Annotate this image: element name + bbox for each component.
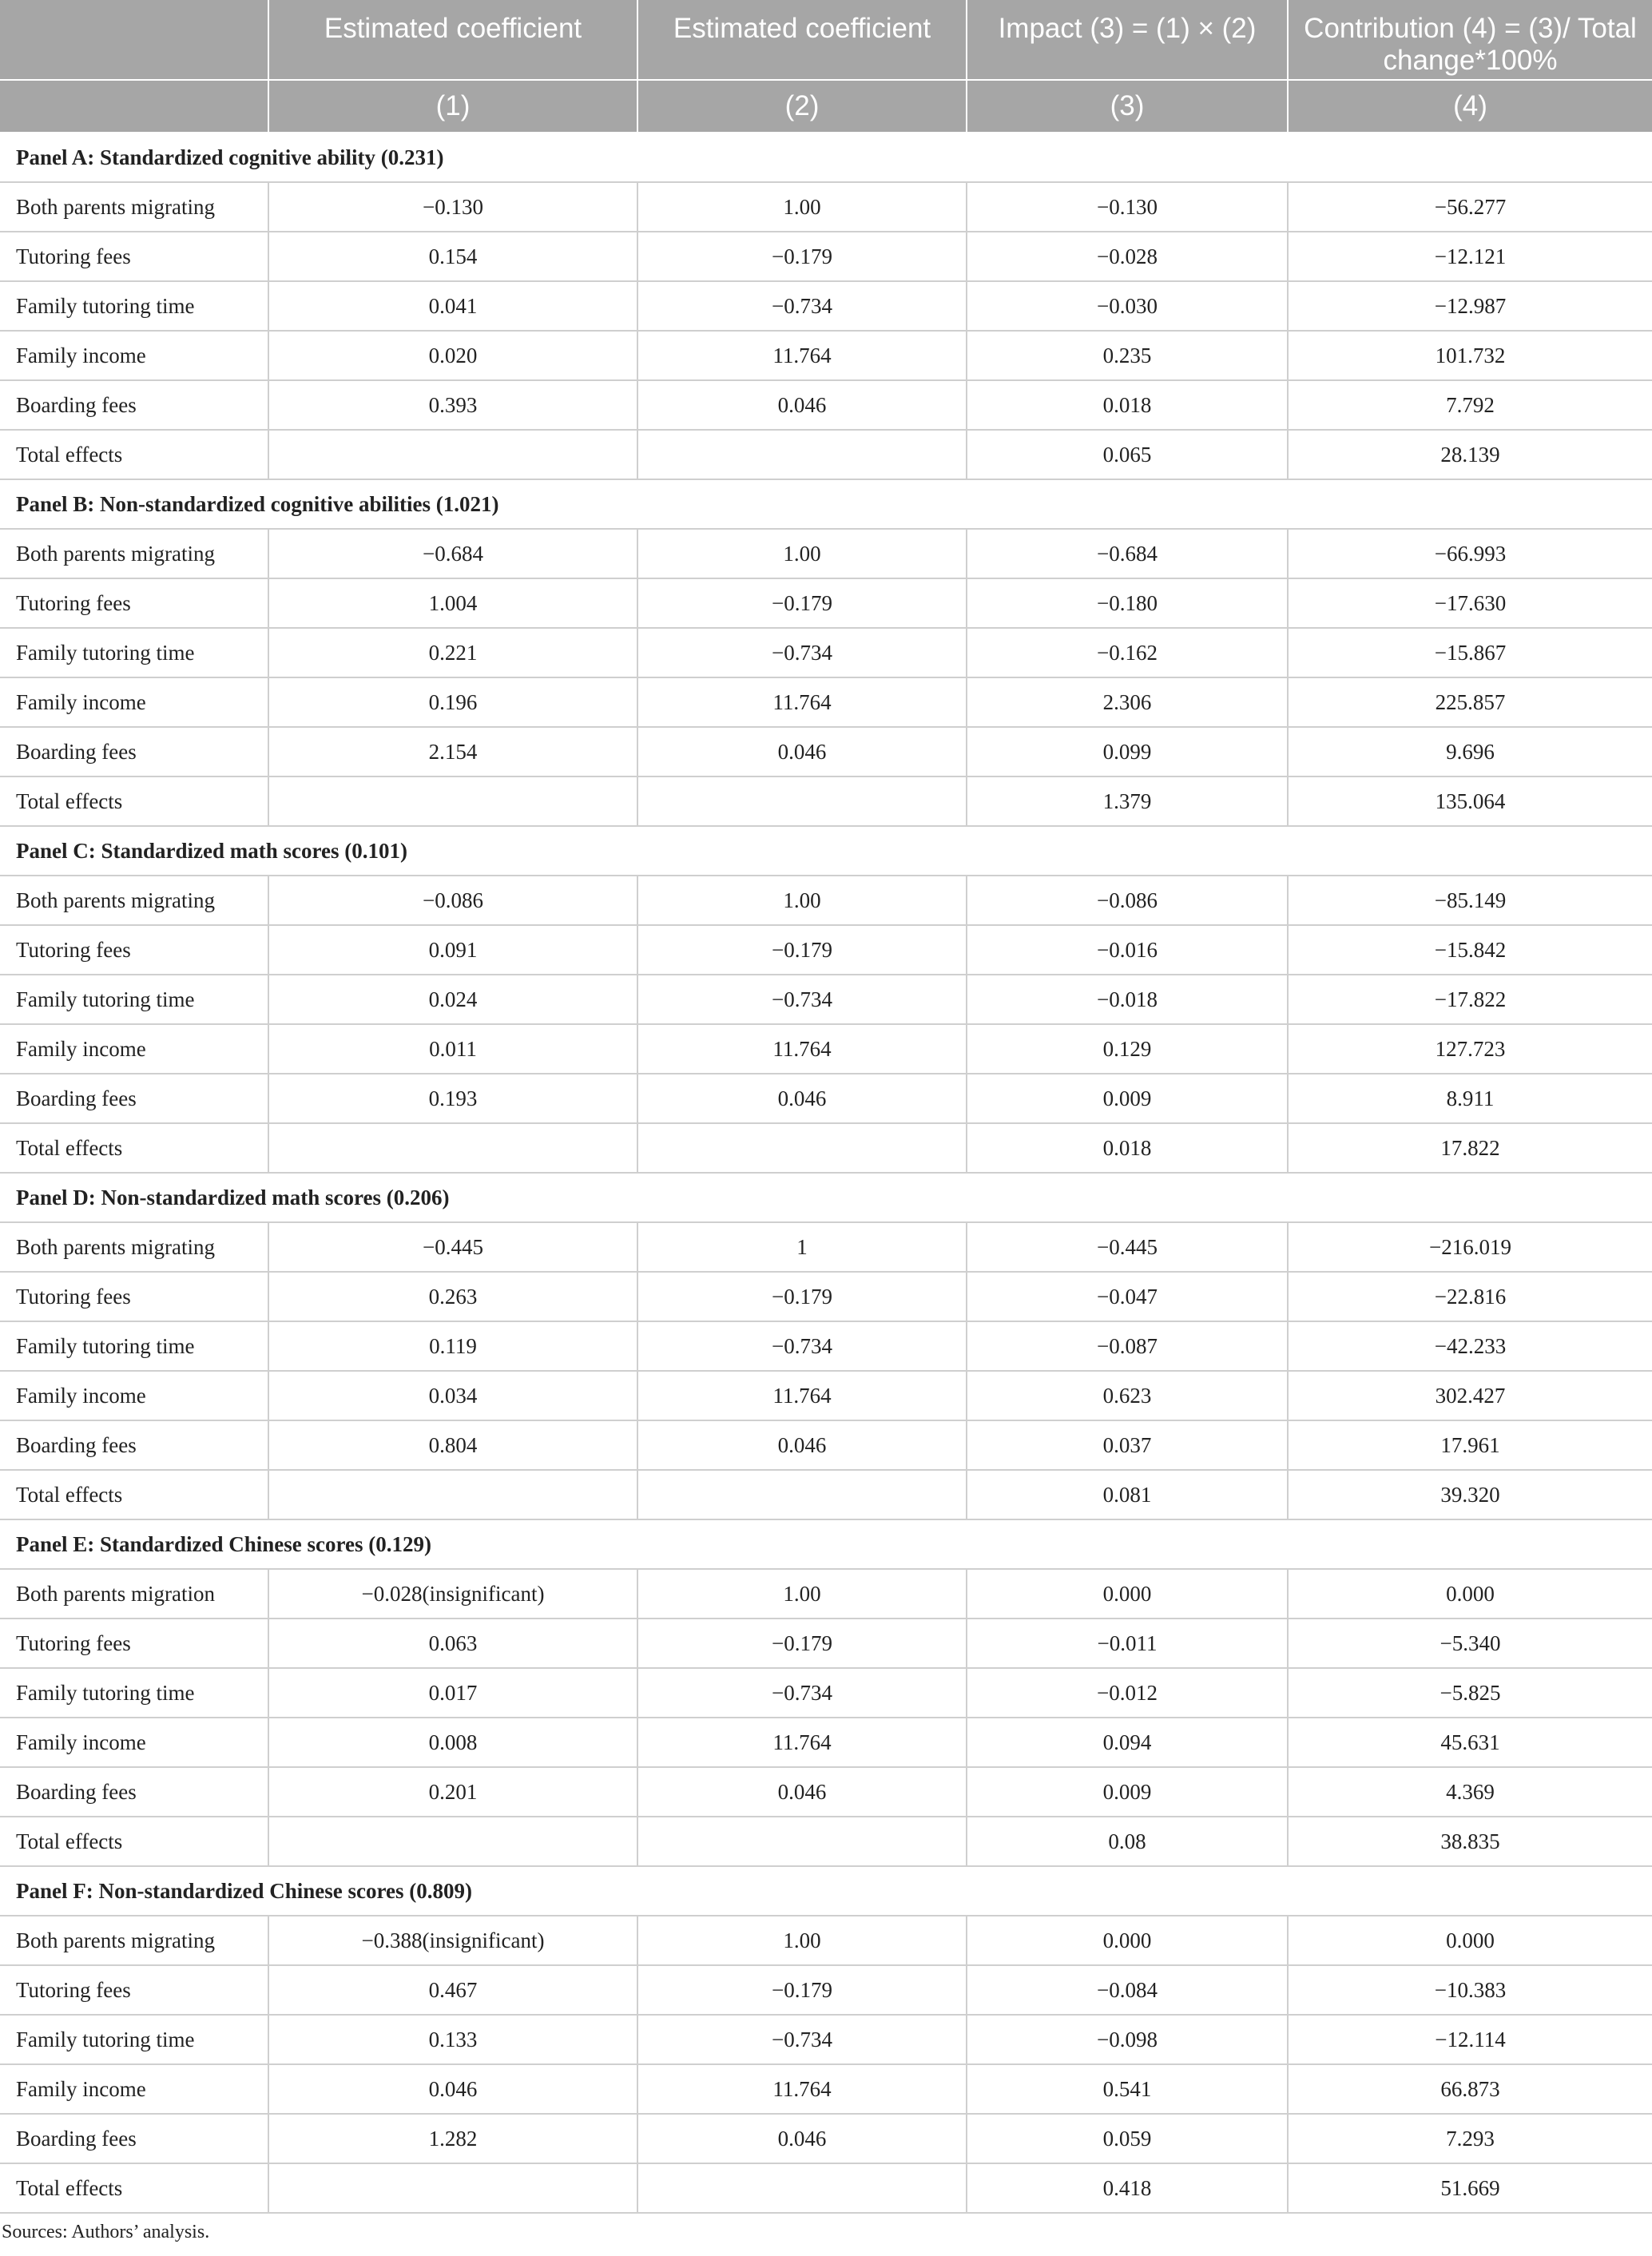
table-cell: 0.467 — [268, 1965, 637, 2015]
table-cell: −12.987 — [1288, 281, 1652, 331]
row-label: Boarding fees — [0, 727, 268, 776]
table-cell: −0.028(insignificant) — [268, 1569, 637, 1619]
table-cell — [637, 1123, 967, 1173]
table-cell: −5.825 — [1288, 1668, 1652, 1718]
table-cell: 0.08 — [967, 1817, 1288, 1866]
table-cell: −0.047 — [967, 1272, 1288, 1321]
table-cell: 0.046 — [637, 380, 967, 430]
table-cell — [268, 430, 637, 479]
table-cell: 0.000 — [1288, 1569, 1652, 1619]
table-cell: 0.046 — [637, 2114, 967, 2163]
table-row — [0, 281, 1652, 331]
table-cell: 0.034 — [268, 1371, 637, 1420]
table-cell: −17.822 — [1288, 975, 1652, 1024]
table-row — [0, 1718, 1652, 1767]
table-cell: 0.081 — [967, 1470, 1288, 1519]
table-cell: 17.822 — [1288, 1123, 1652, 1173]
row-label: Family tutoring time — [0, 628, 268, 677]
panel-title: Panel F: Non-standardized Chinese scores (0.809) — [0, 1866, 1652, 1916]
table-row — [0, 1024, 1652, 1074]
table-row — [0, 1371, 1652, 1420]
table-cell: 0.018 — [967, 1123, 1288, 1173]
table-cell: 2.306 — [967, 677, 1288, 727]
table-cell: 0.011 — [268, 1024, 637, 1074]
table-row — [0, 1420, 1652, 1470]
table-cell: 0.133 — [268, 2015, 637, 2064]
table-cell: 1.00 — [637, 876, 967, 925]
table-cell: 1.00 — [637, 1569, 967, 1619]
table-row — [0, 578, 1652, 628]
table-cell: 0.046 — [637, 1767, 967, 1817]
table-cell: −0.180 — [967, 578, 1288, 628]
table-cell: −66.993 — [1288, 529, 1652, 578]
table-row — [0, 331, 1652, 380]
table-row — [0, 1321, 1652, 1371]
table-row — [0, 1817, 1652, 1866]
row-label: Boarding fees — [0, 1420, 268, 1470]
row-label: Both parents migrating — [0, 529, 268, 578]
panel-header-row — [0, 1173, 1652, 1222]
row-label: Family tutoring time — [0, 1321, 268, 1371]
table-cell: −0.734 — [637, 1321, 967, 1371]
table-row — [0, 430, 1652, 479]
row-label: Total effects — [0, 1817, 268, 1866]
row-label: Family tutoring time — [0, 281, 268, 331]
table-cell: 45.631 — [1288, 1718, 1652, 1767]
table-cell: 0.024 — [268, 975, 637, 1024]
table-row — [0, 1569, 1652, 1619]
panel-header-row — [0, 1866, 1652, 1916]
table-cell — [637, 430, 967, 479]
table-cell: −12.114 — [1288, 2015, 1652, 2064]
table-row — [0, 876, 1652, 925]
table-cell: −42.233 — [1288, 1321, 1652, 1371]
header-cell-coef-1: Estimated coefficient — [268, 0, 637, 80]
table-cell: −0.445 — [268, 1222, 637, 1272]
table-cell: 225.857 — [1288, 677, 1652, 727]
table-cell: −10.383 — [1288, 1965, 1652, 2015]
table-cell: 101.732 — [1288, 331, 1652, 380]
table-cell: −0.162 — [967, 628, 1288, 677]
table-cell: 39.320 — [1288, 1470, 1652, 1519]
table-cell: −0.011 — [967, 1619, 1288, 1668]
table-cell: 1.282 — [268, 2114, 637, 2163]
table-cell: 0.046 — [637, 1074, 967, 1123]
table-cell: −0.130 — [967, 182, 1288, 232]
table-cell: −0.179 — [637, 1965, 967, 2015]
table-row — [0, 2015, 1652, 2064]
table-cell: −85.149 — [1288, 876, 1652, 925]
table-cell: 0.263 — [268, 1272, 637, 1321]
table-cell: 0.017 — [268, 1668, 637, 1718]
row-label: Family tutoring time — [0, 975, 268, 1024]
table-cell: 0.046 — [268, 2064, 637, 2114]
table-cell: 0.041 — [268, 281, 637, 331]
table-cell: 0.020 — [268, 331, 637, 380]
table-cell: 0.235 — [967, 331, 1288, 380]
table-cell: 11.764 — [637, 677, 967, 727]
header-cell-coef-2: Estimated coefficient — [637, 0, 967, 80]
table-cell: 302.427 — [1288, 1371, 1652, 1420]
table-cell: 0.000 — [967, 1916, 1288, 1965]
table-cell: −0.445 — [967, 1222, 1288, 1272]
table-cell: 0.000 — [967, 1569, 1288, 1619]
table-cell: 0.804 — [268, 1420, 637, 1470]
table-cell: 0.037 — [967, 1420, 1288, 1470]
table-cell: −0.084 — [967, 1965, 1288, 2015]
table-cell: −5.340 — [1288, 1619, 1652, 1668]
table-cell: −0.179 — [637, 578, 967, 628]
table-cell: 1.00 — [637, 182, 967, 232]
table-cell: 2.154 — [268, 727, 637, 776]
table-cell: 0.196 — [268, 677, 637, 727]
table-cell: 0.059 — [967, 2114, 1288, 2163]
table-cell: 0.623 — [967, 1371, 1288, 1420]
table-cell: 0.000 — [1288, 1916, 1652, 1965]
table-cell: 1.00 — [637, 529, 967, 578]
table-cell — [637, 1817, 967, 1866]
table-cell: 0.099 — [967, 727, 1288, 776]
row-label: Tutoring fees — [0, 232, 268, 281]
table-cell: 0.393 — [268, 380, 637, 430]
table-cell: 0.418 — [967, 2163, 1288, 2213]
table-cell: 11.764 — [637, 1371, 967, 1420]
table-cell: −15.842 — [1288, 925, 1652, 975]
table-row — [0, 2163, 1652, 2213]
table-row — [0, 1965, 1652, 2015]
table-cell: −56.277 — [1288, 182, 1652, 232]
table-row — [0, 1668, 1652, 1718]
table-cell: 0.119 — [268, 1321, 637, 1371]
row-label: Family income — [0, 331, 268, 380]
table-cell — [268, 1470, 637, 1519]
row-label: Family income — [0, 677, 268, 727]
table-row — [0, 975, 1652, 1024]
table-cell: 11.764 — [637, 1718, 967, 1767]
table-cell: 0.091 — [268, 925, 637, 975]
table-cell: 11.764 — [637, 1024, 967, 1074]
table-row — [0, 1123, 1652, 1173]
table-cell: −0.012 — [967, 1668, 1288, 1718]
table-cell: 0.009 — [967, 1767, 1288, 1817]
row-label: Family income — [0, 2064, 268, 2114]
table-cell: 0.046 — [637, 727, 967, 776]
header-cell-col-1: (1) — [268, 80, 637, 133]
table-cell: 8.911 — [1288, 1074, 1652, 1123]
table-cell: 11.764 — [637, 331, 967, 380]
table-cell: −0.684 — [967, 529, 1288, 578]
table-cell: −0.179 — [637, 232, 967, 281]
table-row — [0, 1470, 1652, 1519]
row-label: Both parents migrating — [0, 182, 268, 232]
row-label: Family income — [0, 1024, 268, 1074]
row-label: Boarding fees — [0, 1767, 268, 1817]
header-cell-col-4: (4) — [1288, 80, 1652, 133]
table-cell: −0.734 — [637, 2015, 967, 2064]
row-label: Tutoring fees — [0, 1272, 268, 1321]
table-row — [0, 925, 1652, 975]
table-cell: 0.065 — [967, 430, 1288, 479]
panel-header-row — [0, 1519, 1652, 1569]
table-row — [0, 1222, 1652, 1272]
table-cell: 0.008 — [268, 1718, 637, 1767]
table-cell: −15.867 — [1288, 628, 1652, 677]
table-cell: −0.086 — [967, 876, 1288, 925]
panel-title: Panel B: Non-standardized cognitive abilities (1.021) — [0, 479, 1652, 529]
table-cell: 7.792 — [1288, 380, 1652, 430]
row-label: Family tutoring time — [0, 2015, 268, 2064]
table-row — [0, 727, 1652, 776]
table-cell: 0.063 — [268, 1619, 637, 1668]
table-body — [0, 133, 1652, 2213]
table-cell — [637, 1470, 967, 1519]
table-cell: 4.369 — [1288, 1767, 1652, 1817]
table-cell: −0.087 — [967, 1321, 1288, 1371]
table-cell: −0.734 — [637, 281, 967, 331]
row-label: Total effects — [0, 1470, 268, 1519]
table-row — [0, 232, 1652, 281]
table-cell: −0.734 — [637, 975, 967, 1024]
table-cell: 0.018 — [967, 380, 1288, 430]
header-cell-blank — [0, 0, 268, 80]
panel-title: Panel A: Standardized cognitive ability (0.231) — [0, 133, 1652, 182]
row-label: Total effects — [0, 430, 268, 479]
table-cell: 11.764 — [637, 2064, 967, 2114]
table-cell: 1 — [637, 1222, 967, 1272]
table-cell: 0.046 — [637, 1420, 967, 1470]
table-header — [0, 0, 1652, 133]
table-row — [0, 628, 1652, 677]
table-cell: −0.684 — [268, 529, 637, 578]
table-cell: −0.028 — [967, 232, 1288, 281]
table-row — [0, 1074, 1652, 1123]
panel-header-row — [0, 826, 1652, 876]
table-cell: 0.221 — [268, 628, 637, 677]
table-cell: −17.630 — [1288, 578, 1652, 628]
table-cell: −12.121 — [1288, 232, 1652, 281]
table-row — [0, 1619, 1652, 1668]
row-label: Both parents migrating — [0, 876, 268, 925]
row-label: Tutoring fees — [0, 925, 268, 975]
table-cell: 1.379 — [967, 776, 1288, 826]
sources-note: Sources: Authors’ analysis. — [2, 2222, 210, 2242]
table-cell: −0.086 — [268, 876, 637, 925]
table-cell: 17.961 — [1288, 1420, 1652, 1470]
table-cell: 9.696 — [1288, 727, 1652, 776]
row-label: Tutoring fees — [0, 578, 268, 628]
table-cell: −0.030 — [967, 281, 1288, 331]
table-cell: 135.064 — [1288, 776, 1652, 826]
table-cell: 0.154 — [268, 232, 637, 281]
table-cell: −0.179 — [637, 1272, 967, 1321]
header-cell-col-2: (2) — [637, 80, 967, 133]
panel-header-row — [0, 133, 1652, 182]
row-label: Family income — [0, 1718, 268, 1767]
header-cell-blank — [0, 80, 268, 133]
table-cell: −0.388(insignificant) — [268, 1916, 637, 1965]
table-cell: −22.816 — [1288, 1272, 1652, 1321]
table-row — [0, 380, 1652, 430]
table-row — [0, 2114, 1652, 2163]
row-label: Tutoring fees — [0, 1965, 268, 2015]
row-label: Boarding fees — [0, 380, 268, 430]
row-label: Boarding fees — [0, 1074, 268, 1123]
table-cell: −0.130 — [268, 182, 637, 232]
table-cell — [637, 776, 967, 826]
header-cell-impact: Impact (3) = (1) × (2) — [967, 0, 1288, 80]
row-label: Total effects — [0, 1123, 268, 1173]
table-cell: 0.009 — [967, 1074, 1288, 1123]
header-cell-contribution: Contribution (4) = (3)/ Total change*100% — [1288, 0, 1652, 80]
panel-title: Panel E: Standardized Chinese scores (0.129) — [0, 1519, 1652, 1569]
table-row — [0, 2064, 1652, 2114]
row-label: Both parents migration — [0, 1569, 268, 1619]
panel-title: Panel C: Standardized math scores (0.101) — [0, 826, 1652, 876]
table-cell — [268, 776, 637, 826]
table-cell: 0.094 — [967, 1718, 1288, 1767]
row-label: Family tutoring time — [0, 1668, 268, 1718]
table-cell: −216.019 — [1288, 1222, 1652, 1272]
header-row-titles — [0, 0, 1652, 80]
table-cell: −0.179 — [637, 925, 967, 975]
table-cell: −0.734 — [637, 1668, 967, 1718]
row-label: Both parents migrating — [0, 1916, 268, 1965]
table-cell — [268, 1123, 637, 1173]
table-cell: 1.004 — [268, 578, 637, 628]
table-cell: 1.00 — [637, 1916, 967, 1965]
table-cell — [268, 2163, 637, 2213]
header-row-numbers — [0, 80, 1652, 133]
table-row — [0, 182, 1652, 232]
header-cell-col-3: (3) — [967, 80, 1288, 133]
table-cell: −0.018 — [967, 975, 1288, 1024]
table-cell — [268, 1817, 637, 1866]
table-cell: 51.669 — [1288, 2163, 1652, 2213]
row-label: Total effects — [0, 776, 268, 826]
table-row — [0, 1916, 1652, 1965]
row-label: Both parents migrating — [0, 1222, 268, 1272]
table-row — [0, 1767, 1652, 1817]
table-cell: 0.541 — [967, 2064, 1288, 2114]
table-cell: 7.293 — [1288, 2114, 1652, 2163]
table-cell: −0.016 — [967, 925, 1288, 975]
table-cell: −0.734 — [637, 628, 967, 677]
row-label: Family income — [0, 1371, 268, 1420]
table-cell: 66.873 — [1288, 2064, 1652, 2114]
table-cell: 0.193 — [268, 1074, 637, 1123]
row-label: Total effects — [0, 2163, 268, 2213]
table-cell — [637, 2163, 967, 2213]
table-row — [0, 776, 1652, 826]
table-cell: 28.139 — [1288, 430, 1652, 479]
table-cell: 0.129 — [967, 1024, 1288, 1074]
table-row — [0, 677, 1652, 727]
row-label: Boarding fees — [0, 2114, 268, 2163]
table-cell: 38.835 — [1288, 1817, 1652, 1866]
panel-header-row — [0, 479, 1652, 529]
row-label: Tutoring fees — [0, 1619, 268, 1668]
table-cell: −0.098 — [967, 2015, 1288, 2064]
panel-title: Panel D: Non-standardized math scores (0.206) — [0, 1173, 1652, 1222]
table-cell: 0.201 — [268, 1767, 637, 1817]
table-row — [0, 1272, 1652, 1321]
table-cell: 127.723 — [1288, 1024, 1652, 1074]
table-row — [0, 529, 1652, 578]
table-cell: −0.179 — [637, 1619, 967, 1668]
